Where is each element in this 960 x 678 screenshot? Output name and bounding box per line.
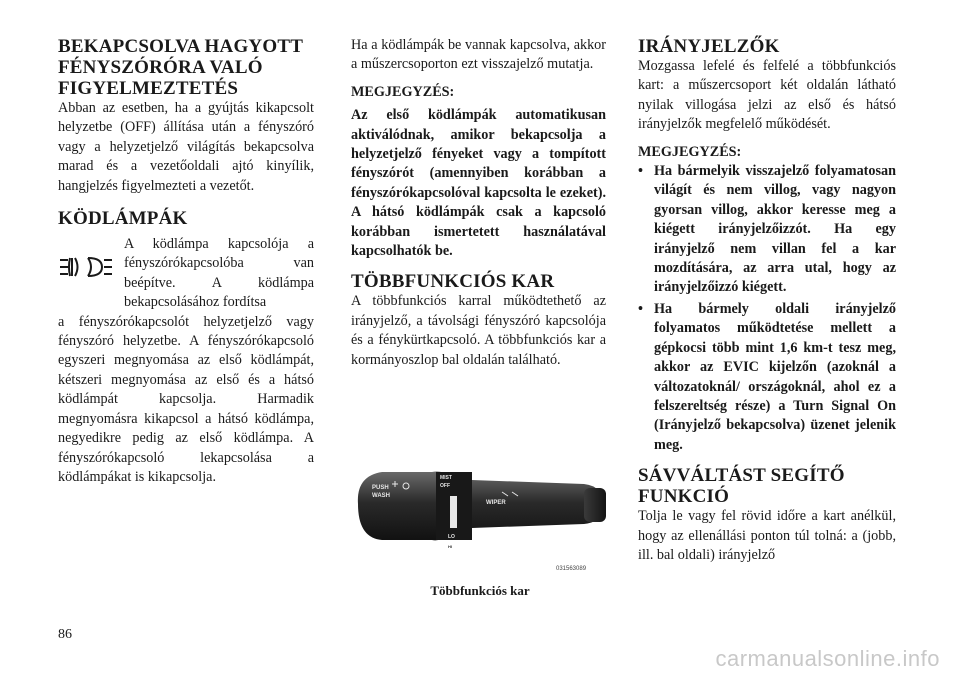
note-text: Az első ködlámpák automatikusan aktiválódnak, amikor bekapcsolja a helyzetjelző fényeket vagy a tompított fényszórót (amennyiben korábban a fényszórókapcsolóval kapcsolta le ezeket). A hátsó ködlámpák csak a kapcsoló korábban ismertetett használatával kapcsolhatók be. <box>351 107 606 260</box>
watermark: carmanualsonline.info <box>715 646 940 671</box>
lane-change-heading: SÁVVÁLTÁST SEGÍTŐ FUNKCIÓ <box>638 465 845 508</box>
headlight-warning-text: Abban az esetben, ha a gyújtás kikapcsolt helyzetbe (OFF) állítása után a fényszóró vagy a helyzetjelző világítás bekapcsolva marad és a vezetőoldali ajtó kinyílik, hangjelzés figyelmezteti a vezetőt. <box>58 100 314 194</box>
lever-label-lo: LO <box>448 534 455 540</box>
lever-label-push: PUSH <box>372 485 389 491</box>
fog-lamps-heading: KÖDLÁMPÁK <box>58 208 188 230</box>
page-number: 86 <box>58 627 72 642</box>
bullet-text: Ha bármely oldali irányjelző folyamatos működtetése mellett a gépkocsi több mint 1,6 km-t tesz meg, akkor az EVIC kijelzőn (azoknál a változatoknál/ országoknál, ahol ez a felszereltség része) a Turn Signal On (Irányjelző bekapcsolva) üzenet jelenik meg. <box>654 300 896 453</box>
figure-code: 031563089 <box>556 566 587 572</box>
bullet-text: Ha bármelyik visszajelző folyamatosan világít és nem villog, vagy nagyon gyorsan villog, akkor keresse meg a kiégett irányjelzőizzót. Ha egy irányjelző nem villan fel a kar mozdítására, az arra utal, hogy az irányjelzőizzó kiégett. <box>654 163 896 296</box>
bullet-dot: • <box>638 163 643 180</box>
lever-label-off: OFF <box>440 483 450 489</box>
lever-label-wash: WASH <box>372 493 390 499</box>
fog-lamp-text-b: a fényszórókapcsolót helyzetjelző vagy fényszóró helyzetbe. A fényszórókapcsoló egyszeri megnyomása az első ködlámpát, kétszeri megnyomása az első és a hátsó ködlámpát kapcsolja. Harmadik megnyomásra kikapcsol a hátsó ködlámpa, negyedikre pedig az első ködlámpa. A fényszórókapcsoló lekapcsolása a ködlámpákat is kikapcsolja. <box>58 313 314 485</box>
right-column <box>638 36 896 565</box>
fog-indicator-text: Ha a ködlámpák be vannak kapcsolva, akkor a műszercsoporton ezt visszajelző mutatja. <box>351 37 606 73</box>
fog-lamp-text-a: A ködlámpa kapcsolója a fényszórókapcsolóba van beépítve. A ködlámpa bekapcsolásához fordítsa <box>124 236 314 311</box>
fog-lamp-block <box>58 235 314 313</box>
note-bullet <box>638 300 896 455</box>
headlight-warning-heading: BEKAPCSOLVA HAGYOTT FÉNYSZÓRÓRA VALÓ FIGYELMEZTETÉS <box>58 36 303 99</box>
lane-change-text: Tolja le vagy fel rövid időre a kart anélkül, hogy az ellenállási ponton túl tolná: a (jobb, ill. bal oldali) irányjelző <box>638 508 896 563</box>
multifunction-lever-figure <box>352 462 608 576</box>
fog-lamp-icon <box>58 255 114 281</box>
left-column <box>58 36 314 487</box>
multifunction-heading: TÖBBFUNKCIÓS KAR <box>351 271 555 293</box>
lever-label-mist: MIST <box>440 475 452 481</box>
lever-label-wiper: WIPER <box>486 500 506 506</box>
bullet-dot: • <box>638 300 643 317</box>
turn-signals-text: Mozgassa lefelé és felfelé a többfunkciós kart: a műszercsoport két oldalán látható nyilak villogása jelzi az első és hátsó irányjelzők megfelelő működését. <box>638 58 896 133</box>
note-title-2: MEGJEGYZÉS: <box>638 143 742 160</box>
multifunction-text: A többfunkciós karral működtethető az irányjelző, a távolsági fényszóró kapcsolója és a fénykürtkapcsoló. A többfunkciós kar a kormányoszlop bal oldalán található. <box>351 293 606 368</box>
note-bullet <box>638 162 896 298</box>
middle-column <box>351 36 606 370</box>
lever-label-hi: HI <box>448 544 452 549</box>
turn-signals-heading: IRÁNYJELZŐK <box>638 36 780 57</box>
note-title: MEGJEGYZÉS: <box>351 83 455 100</box>
figure-caption: Többfunkciós kar <box>430 583 530 598</box>
